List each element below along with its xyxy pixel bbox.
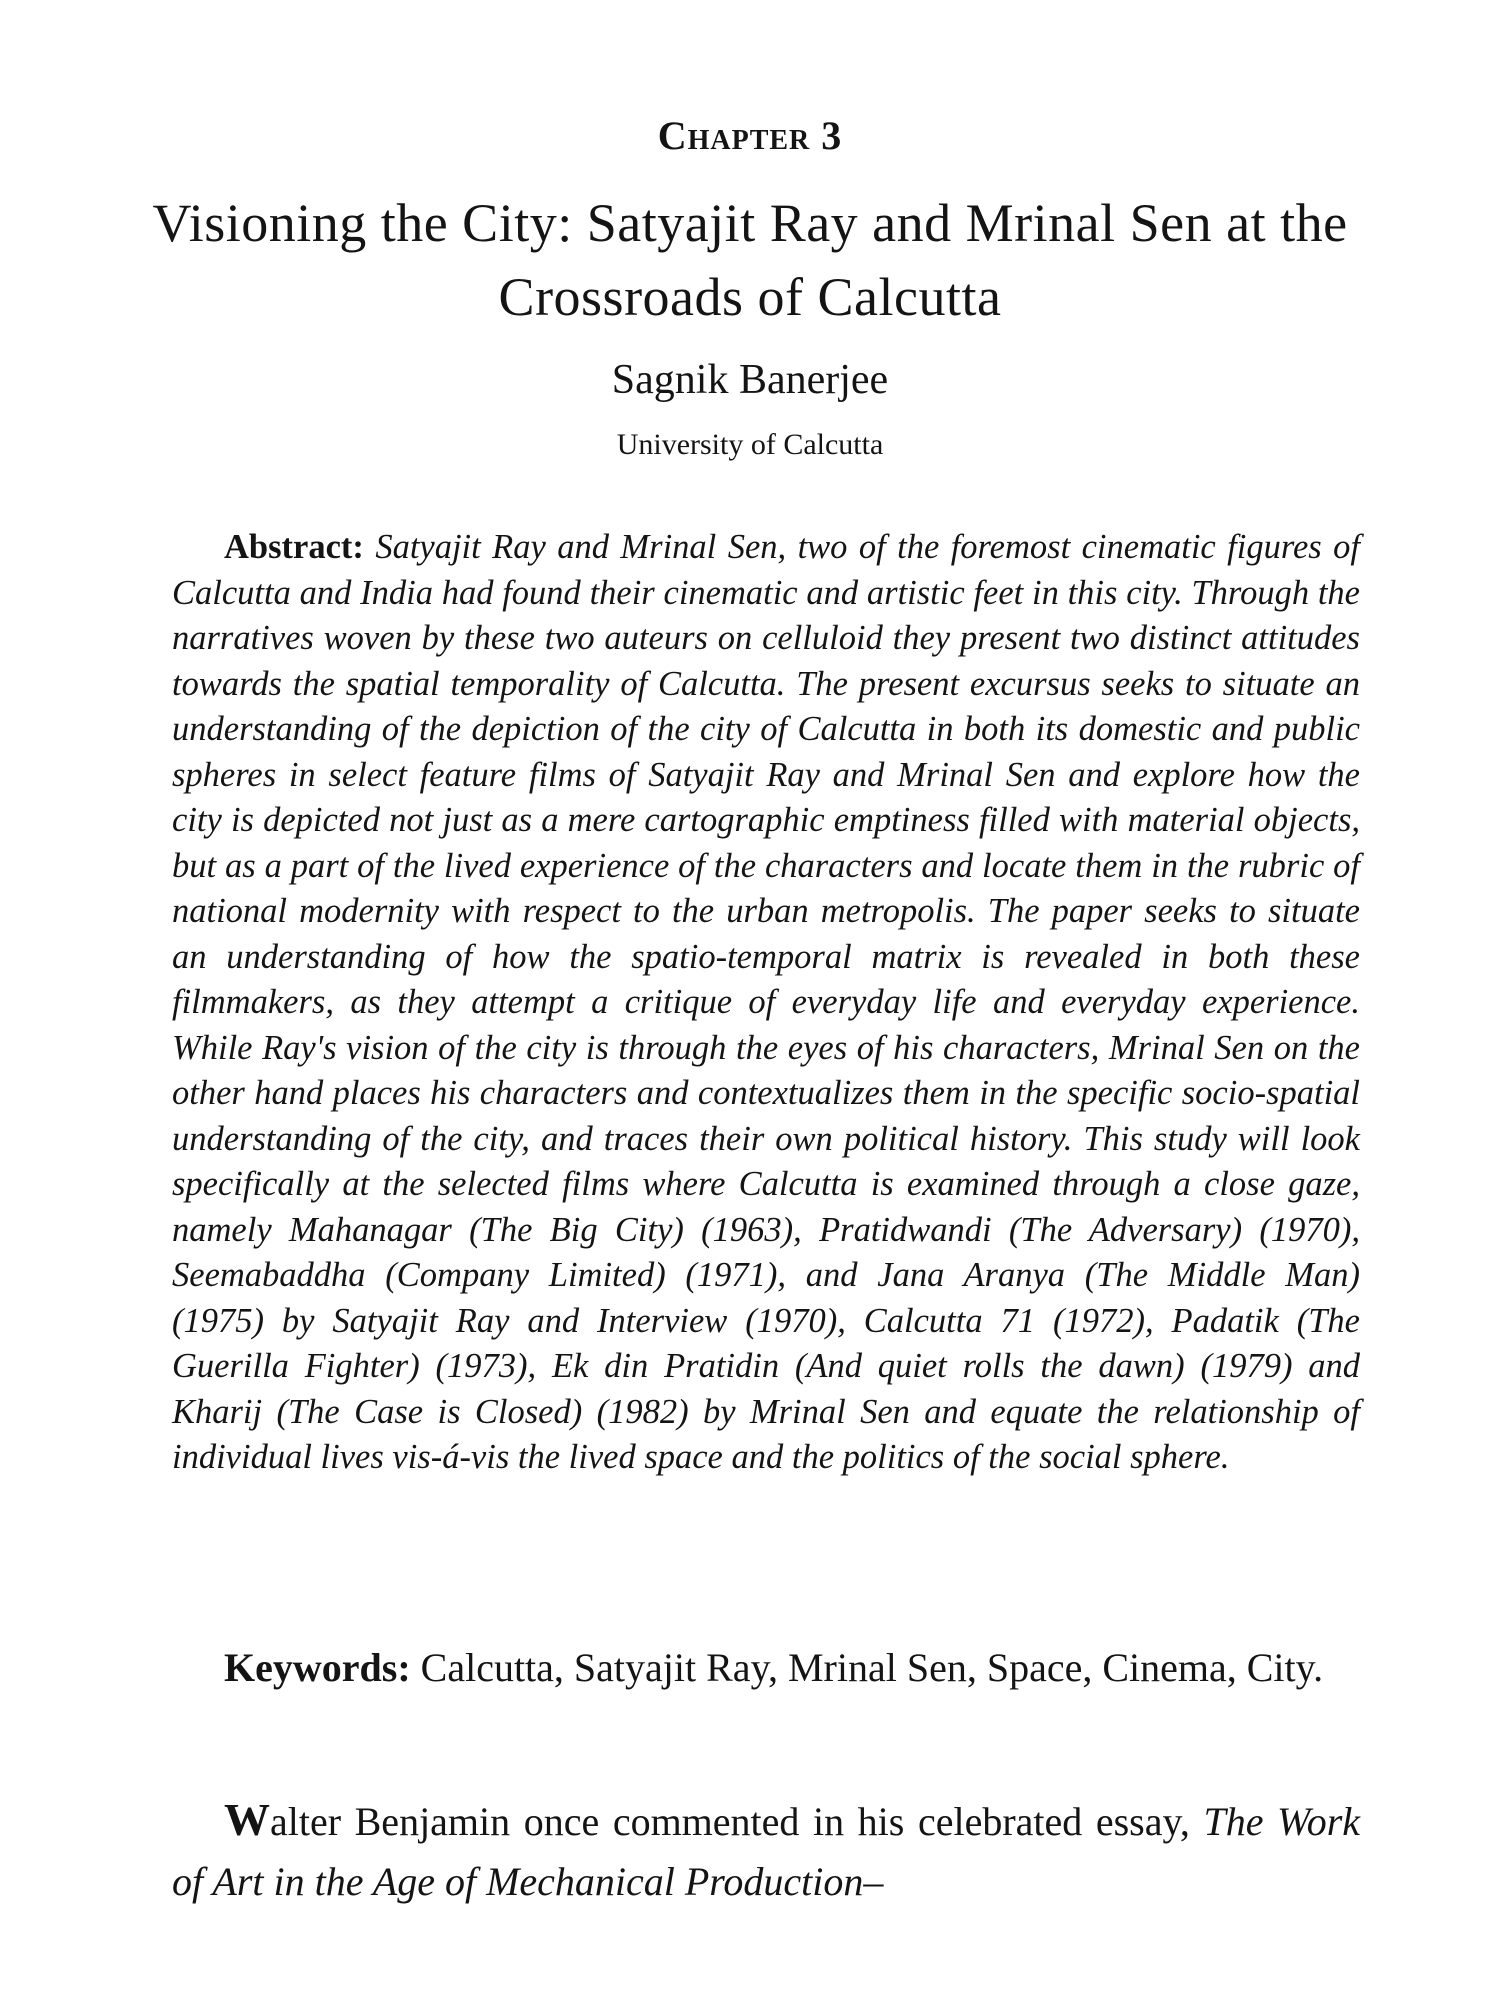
author-name: Sagnik Banerjee [611,357,889,403]
keywords-label: Keywords: [224,1645,411,1690]
keywords-paragraph [172,1640,1360,1696]
intro-citation: The Work of Art in the Age of Mechanical Production– [172,1799,1361,1904]
abstract-paragraph [172,525,1360,1481]
abstract-label: Abstract: [224,528,364,566]
author-affiliation: University of Calcutta [616,428,884,461]
intro-text: alter Benjamin once commented in his celebrated essay, [270,1799,1190,1844]
intro-paragraph [172,1790,1360,1912]
chapter-label: Chapter 3 [657,113,843,158]
keywords-text: Calcutta, Satyajit Ray, Mrinal Sen, Space, Cinema, City. [420,1645,1324,1690]
chapter-title: Visioning the City: Satyajit Ray and Mrinal Sen at the Crossroads of Calcutta [152,193,1348,327]
intro-dropcap: W [224,1794,270,1845]
abstract-text: Satyajit Ray and Mrinal Sen, two of the foremost cinematic figures of Calcutta and India had found their cinematic and artistic feet in this city. Through the narratives woven by these two auteurs on celluloid they present two distinct attitudes towards the spatial temporality of Calcutta. The present excursus seeks to situate an understanding of the depiction of the city of Calcutta in both its domestic and public spheres in select feature films of Satyajit Ray and Mrinal Sen and explore how the city is depicted not just as a mere cartographic emptiness filled with material objects, but as a part of the lived experience of the characters and locate them in the rubric of national modernity with respect to the urban metropolis. The paper seeks to situate an understanding of how the spatio-temporal matrix is revealed in both these filmmakers, as they attempt a critique of everyday life and everyday experience. While Ray's vision of the city is through the eyes of his characters, Mrinal Sen on the other hand places his characters and contextualizes them in the specific socio-spatial understanding of the city, and traces their own political history. This study will look specifically at the selected films where Calcutta is examined through a close gaze, namely Mahanagar (The Big City) (1963), Pratidwandi (The Adversary) (1970), Seemabaddha (Company Limited) (1971), and Jana Aranya (The Middle Man) (1975) by Satyajit Ray and Interview (1970), Calcutta 71 (1972), Padatik (The Guerilla Fighter) (1973), Ek din Pratidin (And quiet rolls the dawn) (1979) and Kharij (The Case is Closed) (1982) by Mrinal Sen and equate the relationship of individual lives vis-á-vis the lived space and the politics of the social sphere. [172,528,1360,1476]
